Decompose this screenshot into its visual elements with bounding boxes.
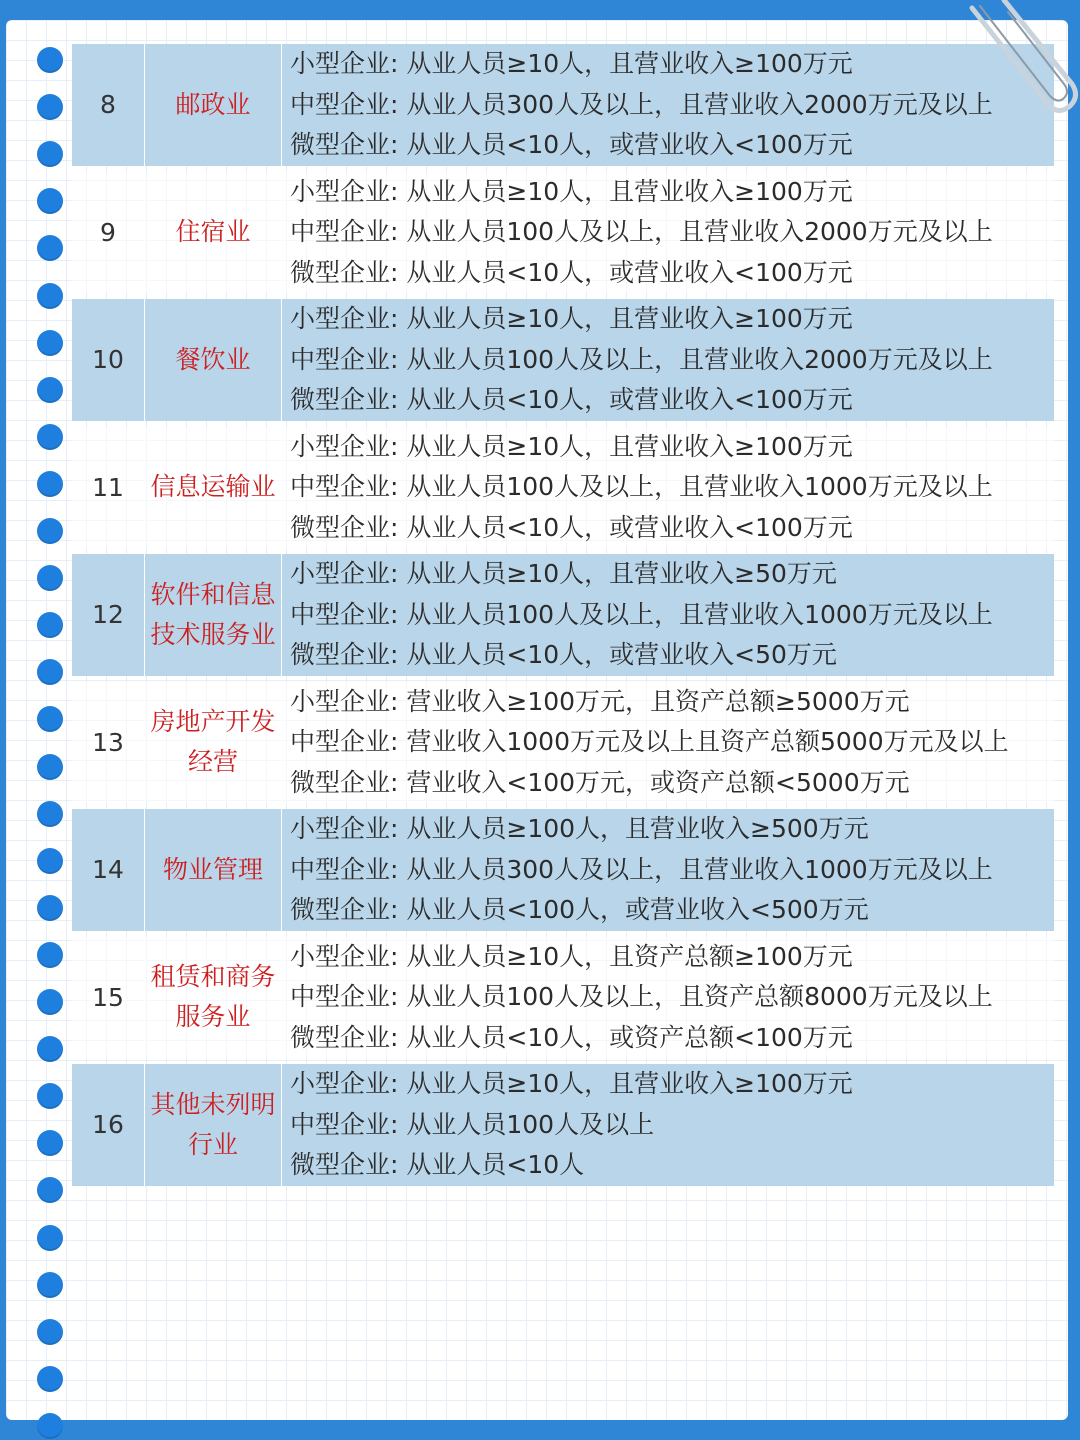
industry-name: 其他未列明行业 [145, 1064, 282, 1186]
medium-enterprise-criteria: 中型企业: 从业人员100人及以上，且资产总额8000万元及以上 [290, 982, 993, 1011]
small-enterprise-criteria: 小型企业: 从业人员≥10人，且营业收入≥100万元 [290, 176, 853, 206]
binder-hole [37, 94, 63, 120]
paperclip-icon [960, 0, 1080, 120]
binder-hole [37, 1036, 63, 1062]
medium-enterprise-criteria: 中型企业: 从业人员300人及以上，且营业收入2000万元及以上 [290, 89, 993, 119]
binder-hole [37, 1177, 63, 1203]
micro-enterprise-criteria: 微型企业: 从业人员<10人，或营业收入<100万元 [290, 385, 853, 414]
row-number: 14 [72, 809, 145, 931]
binder-hole [37, 1130, 63, 1156]
binder-hole [37, 801, 63, 827]
industry-name: 租赁和商务服务业 [145, 937, 282, 1059]
medium-enterprise-criteria: 中型企业: 从业人员300人及以上，且营业收入1000万元及以上 [290, 854, 993, 884]
binder-hole [37, 518, 63, 544]
table-row [72, 1064, 1054, 1186]
small-enterprise-criteria: 小型企业: 从业人员≥100人，且营业收入≥500万元 [290, 814, 869, 843]
medium-enterprise-criteria: 中型企业: 从业人员100人及以上，且营业收入1000万元及以上 [290, 472, 993, 501]
micro-enterprise-criteria: 微型企业: 营业收入<100万元，或资产总额<5000万元 [290, 767, 910, 797]
small-enterprise-criteria: 小型企业: 从业人员≥10人，且营业收入≥100万元 [290, 304, 853, 333]
industry-name: 软件和信息技术服务业 [145, 554, 282, 676]
micro-enterprise-criteria: 微型企业: 从业人员<10人，或营业收入<50万元 [290, 640, 837, 669]
table-row [72, 172, 1054, 294]
binder-hole [37, 47, 63, 73]
criteria-cell [282, 427, 1055, 549]
row-number: 10 [72, 299, 145, 421]
row-number: 8 [72, 44, 145, 166]
binder-hole [37, 565, 63, 591]
row-number: 15 [72, 937, 145, 1059]
binder-hole [37, 188, 63, 214]
criteria-cell [282, 44, 1055, 166]
binder-hole [37, 471, 63, 497]
micro-enterprise-criteria: 微型企业: 从业人员<100人，或营业收入<500万元 [290, 895, 869, 924]
table-row [72, 44, 1054, 166]
medium-enterprise-criteria: 中型企业: 从业人员100人及以上，且营业收入2000万元及以上 [290, 344, 993, 374]
binder-hole [37, 1225, 63, 1251]
table-row [72, 682, 1054, 804]
table-row [72, 554, 1054, 676]
micro-enterprise-criteria: 微型企业: 从业人员<10人，或营业收入<100万元 [290, 130, 853, 159]
small-enterprise-criteria: 小型企业: 从业人员≥10人，且营业收入≥50万元 [290, 559, 837, 588]
table-row [72, 427, 1054, 549]
criteria-cell [282, 682, 1055, 804]
small-enterprise-criteria: 小型企业: 从业人员≥10人，且资产总额≥100万元 [290, 941, 853, 971]
binder-hole [37, 848, 63, 874]
table-row [72, 299, 1054, 421]
binder-hole [37, 942, 63, 968]
row-number: 11 [72, 427, 145, 549]
industry-name: 物业管理 [145, 809, 282, 931]
medium-enterprise-criteria: 中型企业: 营业收入1000万元及以上且资产总额5000万元及以上 [290, 727, 1009, 756]
binder-hole [37, 659, 63, 685]
binder-hole [37, 895, 63, 921]
industry-name: 邮政业 [145, 44, 282, 166]
medium-enterprise-criteria: 中型企业: 从业人员100人及以上，且营业收入1000万元及以上 [290, 599, 993, 629]
industry-name: 房地产开发经营 [145, 682, 282, 804]
medium-enterprise-criteria: 中型企业: 从业人员100人及以上，且营业收入2000万元及以上 [290, 217, 993, 246]
enterprise-criteria-table [72, 44, 1054, 1186]
industry-name: 住宿业 [145, 172, 282, 294]
small-enterprise-criteria: 小型企业: 营业收入≥100万元，且资产总额≥5000万元 [290, 686, 910, 716]
small-enterprise-criteria: 小型企业: 从业人员≥10人，且营业收入≥100万元 [290, 1069, 853, 1098]
criteria-cell [282, 172, 1055, 294]
binder-hole [37, 424, 63, 450]
binder-hole [37, 989, 63, 1015]
binder-hole [37, 235, 63, 261]
binder-hole [37, 1366, 63, 1392]
industry-name: 信息运输业 [145, 427, 282, 549]
industry-name: 餐饮业 [145, 299, 282, 421]
micro-enterprise-criteria: 微型企业: 从业人员<10人，或营业收入<100万元 [290, 512, 853, 542]
binder-hole [37, 1319, 63, 1345]
row-number: 12 [72, 554, 145, 676]
binder-hole [37, 141, 63, 167]
small-enterprise-criteria: 小型企业: 从业人员≥10人，且营业收入≥100万元 [290, 49, 853, 78]
binder-hole [37, 754, 63, 780]
micro-enterprise-criteria: 微型企业: 从业人员<10人，或营业收入<100万元 [290, 257, 853, 287]
criteria-cell [282, 809, 1055, 931]
criteria-cell [282, 554, 1055, 676]
small-enterprise-criteria: 小型企业: 从业人员≥10人，且营业收入≥100万元 [290, 431, 853, 461]
micro-enterprise-criteria: 微型企业: 从业人员<10人 [290, 1150, 585, 1179]
criteria-cell [282, 299, 1055, 421]
table-row [72, 937, 1054, 1059]
binder-hole [37, 706, 63, 732]
table-row [72, 809, 1054, 931]
criteria-cell [282, 1064, 1055, 1186]
binder-hole [37, 377, 63, 403]
medium-enterprise-criteria: 中型企业: 从业人员100人及以上 [290, 1109, 655, 1139]
micro-enterprise-criteria: 微型企业: 从业人员<10人，或资产总额<100万元 [290, 1022, 853, 1052]
row-number: 9 [72, 172, 145, 294]
binder-hole [37, 1083, 63, 1109]
row-number: 13 [72, 682, 145, 804]
binder-holes [37, 0, 67, 1440]
binder-hole [37, 1272, 63, 1298]
binder-hole [37, 612, 63, 638]
binder-hole [37, 1413, 63, 1439]
binder-hole [37, 283, 63, 309]
row-number: 16 [72, 1064, 145, 1186]
criteria-cell [282, 937, 1055, 1059]
binder-hole [37, 330, 63, 356]
